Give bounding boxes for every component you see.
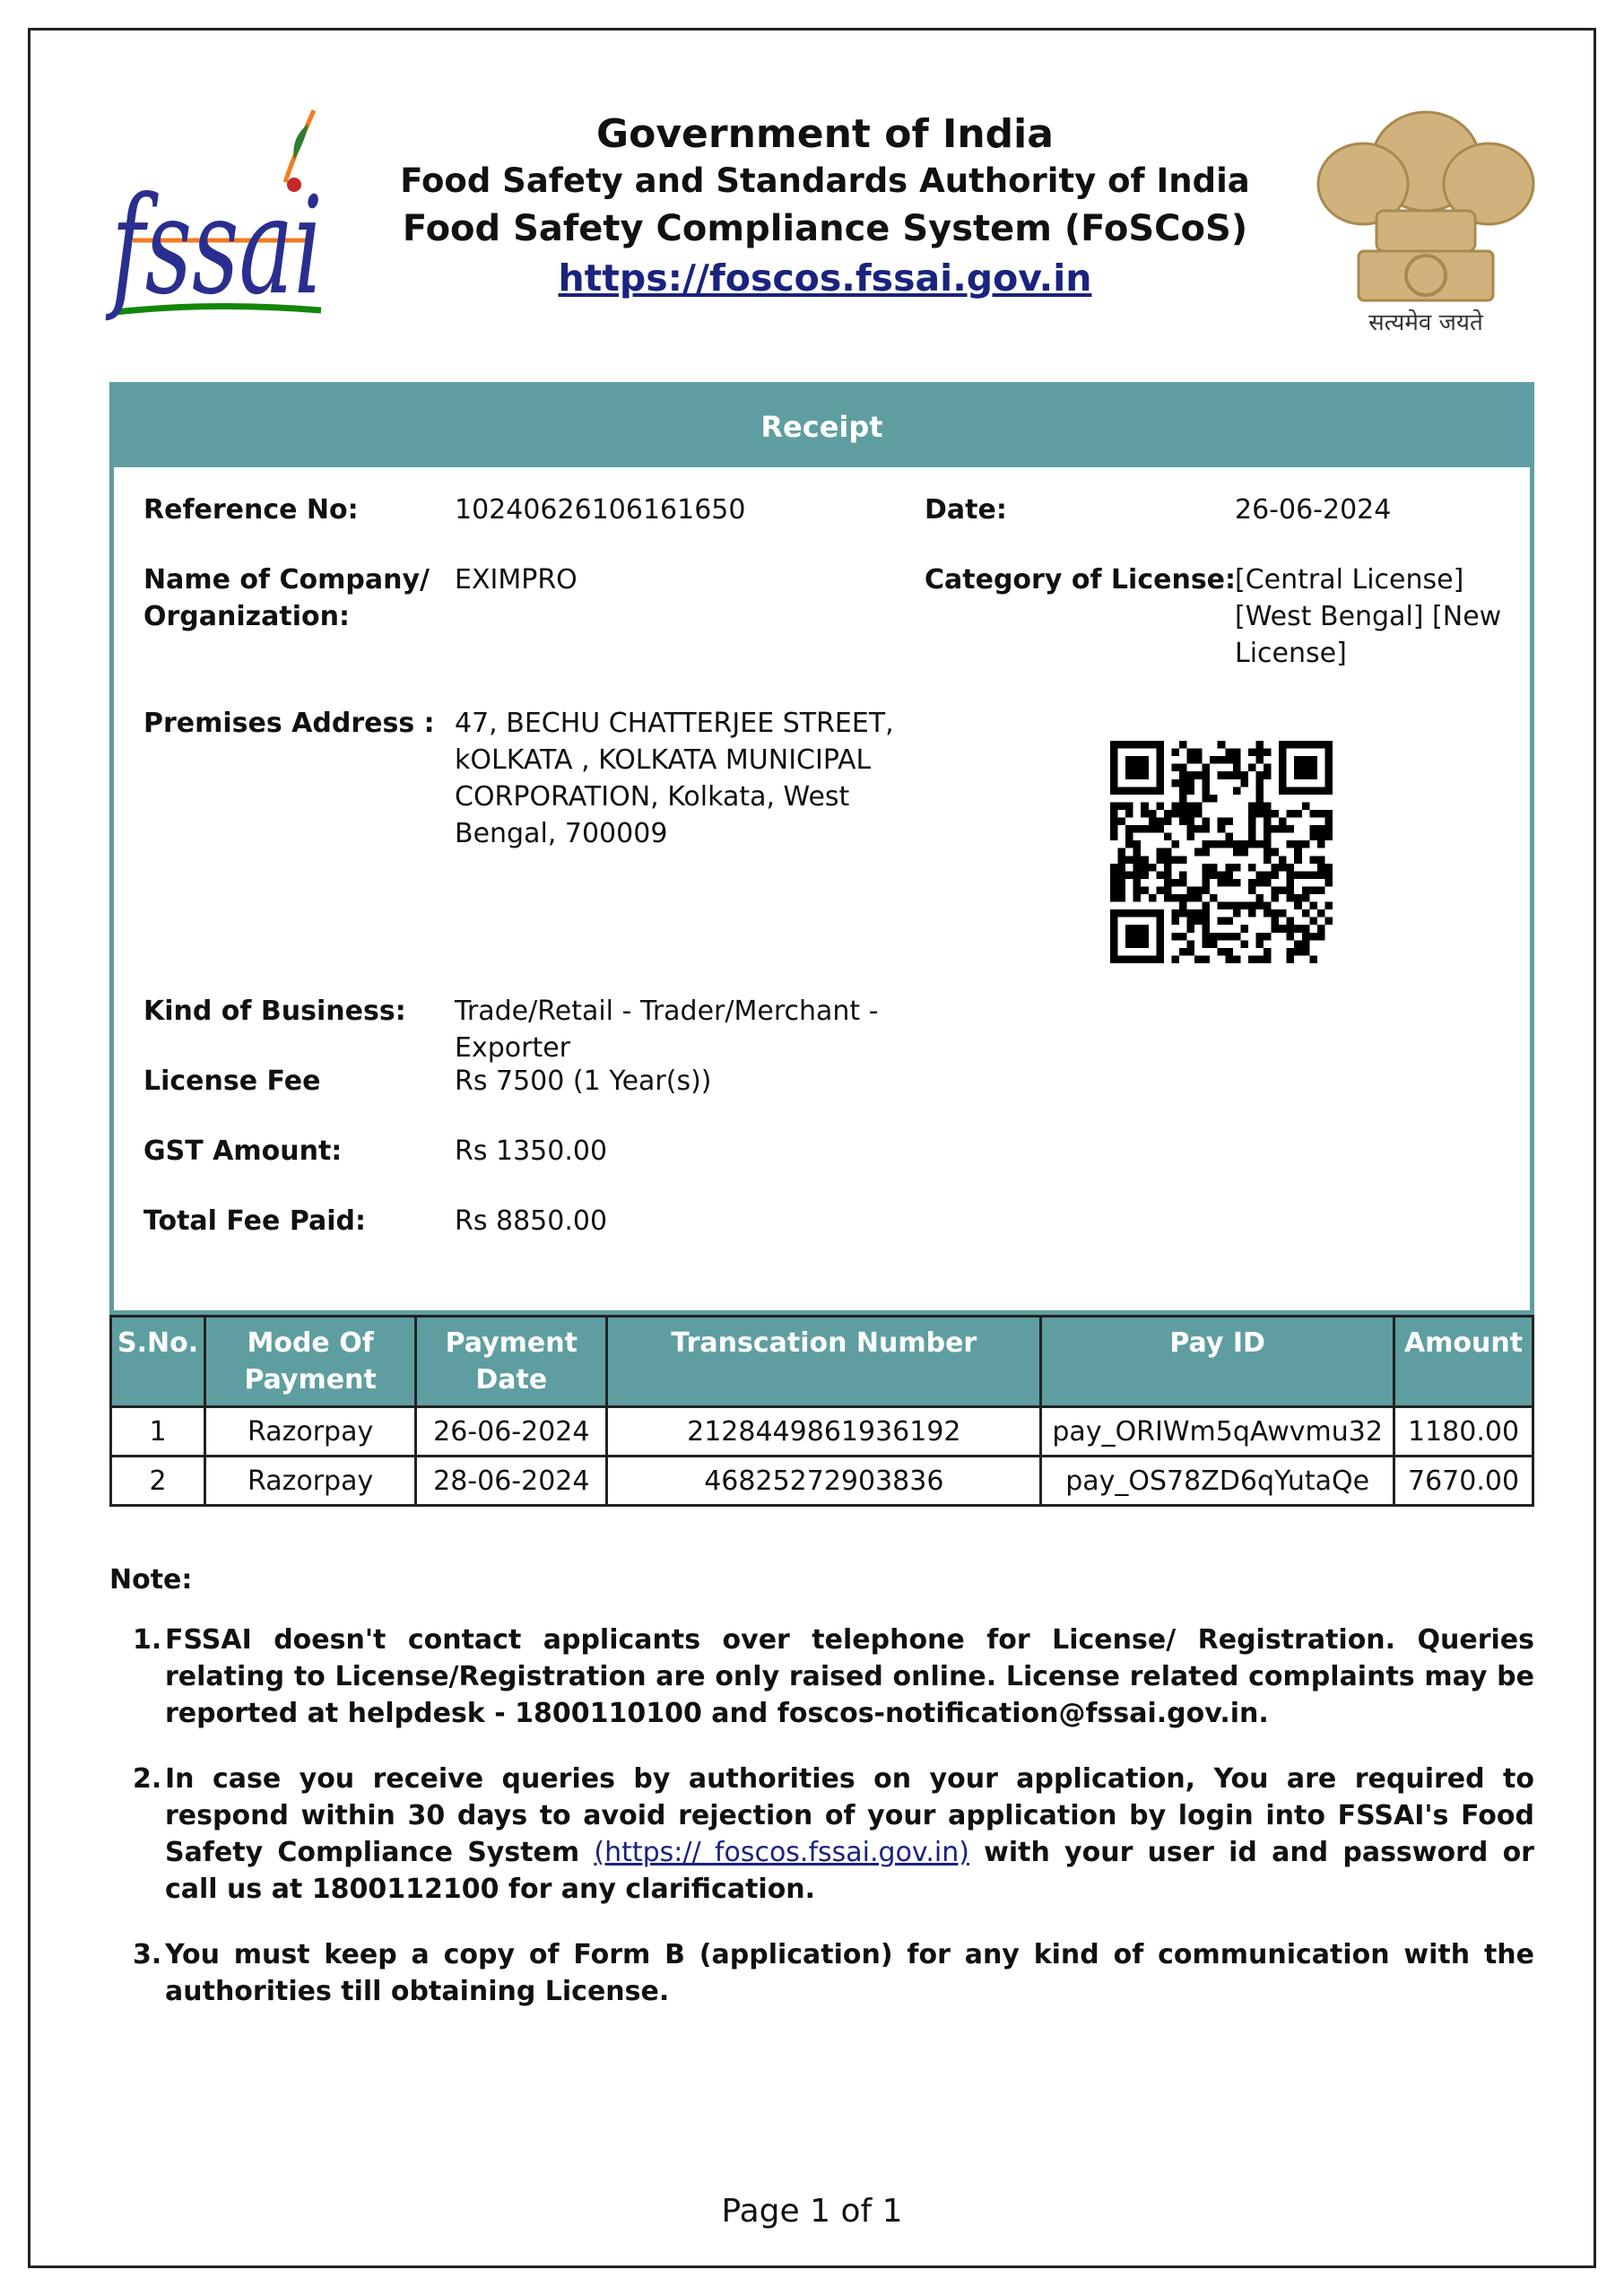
reference-value: 10240626106161650 bbox=[455, 494, 746, 526]
page-number: Page 1 of 1 bbox=[721, 2193, 903, 2230]
national-emblem bbox=[1309, 99, 1542, 341]
note-number: 1. bbox=[133, 1624, 162, 1656]
payment-table bbox=[109, 1315, 1534, 1507]
note-text-cont: with your user id and password or call us at 1800112100 for any clarification. bbox=[165, 1837, 1534, 1905]
address-line2: kOLKATA , KOLKATA MUNICIPAL bbox=[455, 744, 872, 776]
business-line1: Trade/Retail - Trader/Merchant - bbox=[455, 996, 879, 1027]
table-row bbox=[111, 1457, 1533, 1506]
svg-text:fssai: fssai bbox=[105, 169, 323, 325]
category-label: Category of License: bbox=[925, 564, 1237, 596]
notes-list bbox=[133, 1622, 1534, 2039]
note-text: You must keep a copy of Form B (application) for any kind of communication with the authorities till obtaining License. bbox=[165, 1939, 1534, 2007]
company-value: EXIMPRO bbox=[455, 564, 578, 596]
reference-label: Reference No: bbox=[143, 494, 359, 526]
header-url-link[interactable]: https://foscos.fssai.gov.in bbox=[558, 257, 1092, 300]
cell-date: 28-06-2024 bbox=[416, 1457, 607, 1506]
business-line2: Exporter bbox=[455, 1032, 570, 1064]
total-value: Rs 8850.00 bbox=[455, 1205, 608, 1237]
fee-label: License Fee bbox=[143, 1065, 321, 1097]
note-item bbox=[133, 1936, 1534, 2010]
fssai-logo bbox=[106, 106, 330, 330]
company-label-line1: Name of Company/ bbox=[143, 564, 430, 596]
cell-amount: 1180.00 bbox=[1394, 1407, 1533, 1457]
svg-text:सत्यमेव जयते: सत्यमेव जयते bbox=[1368, 309, 1483, 336]
col-date-line1: Payment bbox=[445, 1327, 578, 1359]
category-line2: [West Bengal] [New bbox=[1235, 601, 1502, 632]
business-label: Kind of Business: bbox=[143, 996, 406, 1027]
cell-mode: Razorpay bbox=[205, 1457, 416, 1506]
address-value bbox=[455, 705, 894, 852]
receipt-title: Receipt bbox=[114, 387, 1530, 467]
cell-payid: pay_OS78ZD6qYutaQe bbox=[1041, 1457, 1394, 1506]
qr-code bbox=[1110, 741, 1333, 963]
col-payid: Pay ID bbox=[1041, 1317, 1394, 1407]
col-sno: S.No. bbox=[111, 1317, 205, 1407]
cell-date: 26-06-2024 bbox=[416, 1407, 607, 1457]
total-label: Total Fee Paid: bbox=[143, 1205, 366, 1237]
note-number: 2. bbox=[133, 1763, 162, 1795]
address-line1: 47, BECHU CHATTERJEE STREET, bbox=[455, 708, 894, 739]
note-text: In case you receive queries by authorities on your application, You are required to respond within 30 days to avoid rejection of your application by login into FSSAI's Food Safety Compliance System bbox=[165, 1763, 1534, 1868]
col-mode-line2: Payment bbox=[244, 1364, 377, 1396]
header-authority: Food Safety and Standards Authority of India bbox=[400, 161, 1250, 200]
col-amount: Amount bbox=[1394, 1317, 1533, 1407]
col-date-line2: Date bbox=[475, 1364, 548, 1396]
category-value bbox=[1235, 561, 1501, 672]
cell-sno: 2 bbox=[111, 1457, 205, 1506]
address-line3: CORPORATION, Kolkata, West bbox=[455, 781, 850, 813]
payment-table-header bbox=[111, 1317, 1533, 1407]
gst-label: GST Amount: bbox=[143, 1135, 343, 1167]
note-number: 3. bbox=[133, 1939, 162, 1970]
category-line1: [Central License] bbox=[1235, 564, 1464, 596]
cell-mode: Razorpay bbox=[205, 1407, 416, 1457]
address-line4: Bengal, 700009 bbox=[455, 818, 668, 849]
header-government: Government of India bbox=[596, 111, 1054, 157]
gst-value: Rs 1350.00 bbox=[455, 1135, 608, 1167]
date-label: Date: bbox=[925, 494, 1007, 526]
foscos-link[interactable]: (https:// foscos.fssai.gov.in) bbox=[594, 1837, 969, 1868]
note-title: Note: bbox=[109, 1564, 193, 1596]
date-value: 26-06-2024 bbox=[1235, 494, 1392, 526]
address-label: Premises Address : bbox=[143, 708, 435, 739]
cell-amount: 7670.00 bbox=[1394, 1457, 1533, 1506]
note-item bbox=[133, 1761, 1534, 1908]
header-system: Food Safety Compliance System (FoSCoS) bbox=[402, 208, 1248, 249]
company-label bbox=[143, 561, 430, 635]
cell-transaction: 2128449861936192 bbox=[607, 1407, 1041, 1457]
note-text: FSSAI doesn't contact applicants over telephone for License/ Registration. Queries relating to License/Registration are only raised online. License related complaints may be reported at helpdesk - 1800110100 and foscos-notification@fssai.gov.in. bbox=[165, 1624, 1534, 1729]
cell-transaction: 46825272903836 bbox=[607, 1457, 1041, 1506]
business-value bbox=[455, 993, 879, 1066]
table-row bbox=[111, 1407, 1533, 1457]
col-date bbox=[416, 1317, 607, 1407]
col-mode bbox=[205, 1317, 416, 1407]
category-line3: License] bbox=[1235, 638, 1347, 669]
col-transaction: Transcation Number bbox=[607, 1317, 1041, 1407]
company-label-line2: Organization: bbox=[143, 601, 350, 632]
col-mode-line1: Mode Of bbox=[247, 1327, 374, 1359]
note-item bbox=[133, 1622, 1534, 1732]
cell-payid: pay_ORIWm5qAwvmu32 bbox=[1041, 1407, 1394, 1457]
cell-sno: 1 bbox=[111, 1407, 205, 1457]
fee-value: Rs 7500 (1 Year(s)) bbox=[455, 1065, 712, 1097]
